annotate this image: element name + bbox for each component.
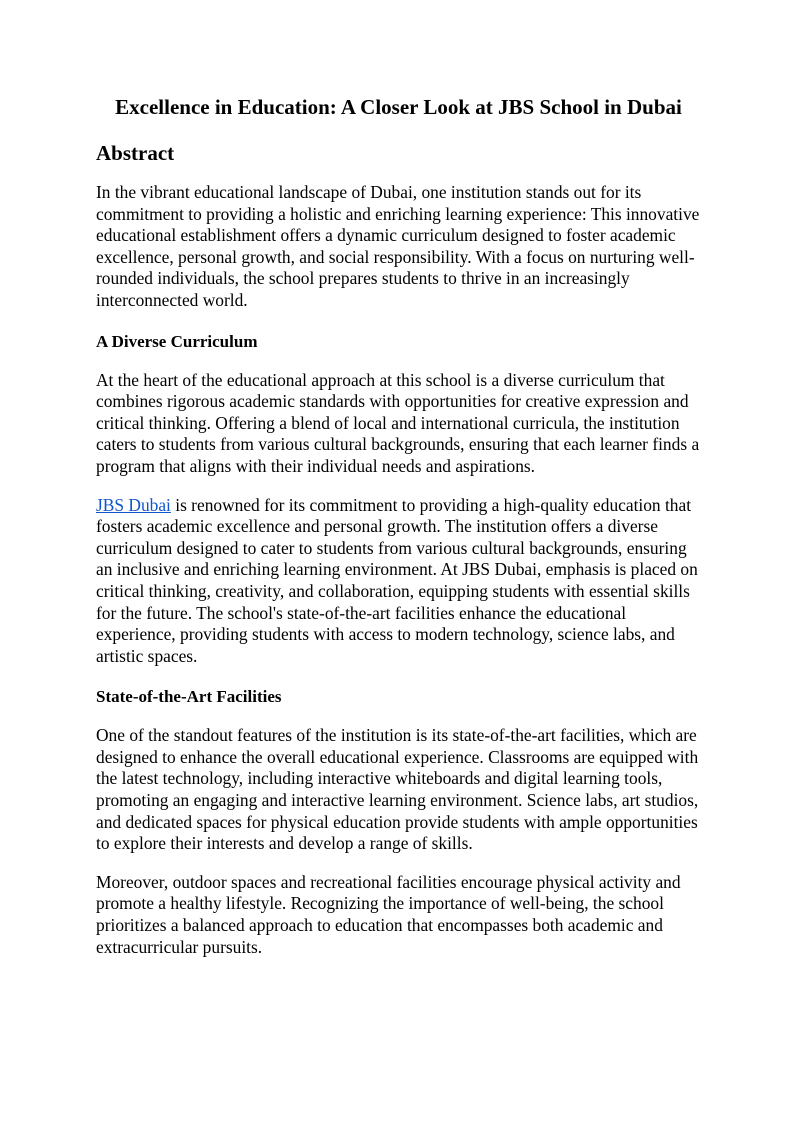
facilities-paragraph-1: One of the standout features of the institution is its state-of-the-art facilities, which are designed to enhance the overall educational experience. Classrooms are equipped with the latest technology, including interactive whiteboards and digital learning tools, promoting an engaging and interactive learning environment. Science labs, art studios, and dedicated spaces for physical education provide students with ample opportunities to explore their interests and develop a range of skills. bbox=[96, 725, 699, 854]
curriculum-paragraph-2 bbox=[96, 495, 701, 668]
abstract-paragraph: In the vibrant educational landscape of Dubai, one institution stands out for its commitment to providing a holistic and enriching learning experience: This innovative educational establishment offers a dynamic curriculum designed to foster academic excellence, personal growth, and social responsibility. With a focus on nurturing well-rounded individuals, the school prepares students to thrive in an increasingly interconnected world. bbox=[96, 182, 700, 310]
facilities-paragraph-2: Moreover, outdoor spaces and recreational facilities encourage physical activity and promote a healthy lifestyle. Recognizing the importance of well-being, the school prioritizes a balanced approach to education that encompasses both academic and extracurricular pursuits. bbox=[96, 871, 681, 957]
document-title: Excellence in Education: A Closer Look at JBS School in Dubai bbox=[115, 95, 682, 119]
jbs-dubai-link[interactable]: JBS Dubai bbox=[96, 494, 171, 515]
abstract-heading: Abstract bbox=[96, 141, 175, 165]
facilities-heading: State-of-the-Art Facilities bbox=[96, 687, 282, 707]
document-page bbox=[96, 93, 701, 958]
curriculum-heading: A Diverse Curriculum bbox=[96, 331, 258, 351]
curriculum-paragraph-2-text: is renowned for its commitment to providing a high-quality education that fosters academic excellence and personal growth. The institution offers a diverse curriculum designed to cater to students from various cultural backgrounds, ensuring an inclusive and enriching learning environment. At JBS Dubai, emphasis is placed on critical thinking, creativity, and collaboration, equipping students with essential skills for the future. The school's state-of-the-art facilities enhance the educational experience, providing students with access to modern technology, science labs, and artistic spaces. bbox=[96, 494, 698, 666]
curriculum-paragraph-1: At the heart of the educational approach at this school is a diverse curriculum that combines rigorous academic standards with opportunities for creative expression and critical thinking. Offering a blend of local and international curricula, the institution caters to students from various cultural backgrounds, ensuring that each learner finds a program that aligns with their individual needs and aspirations. bbox=[96, 369, 700, 476]
